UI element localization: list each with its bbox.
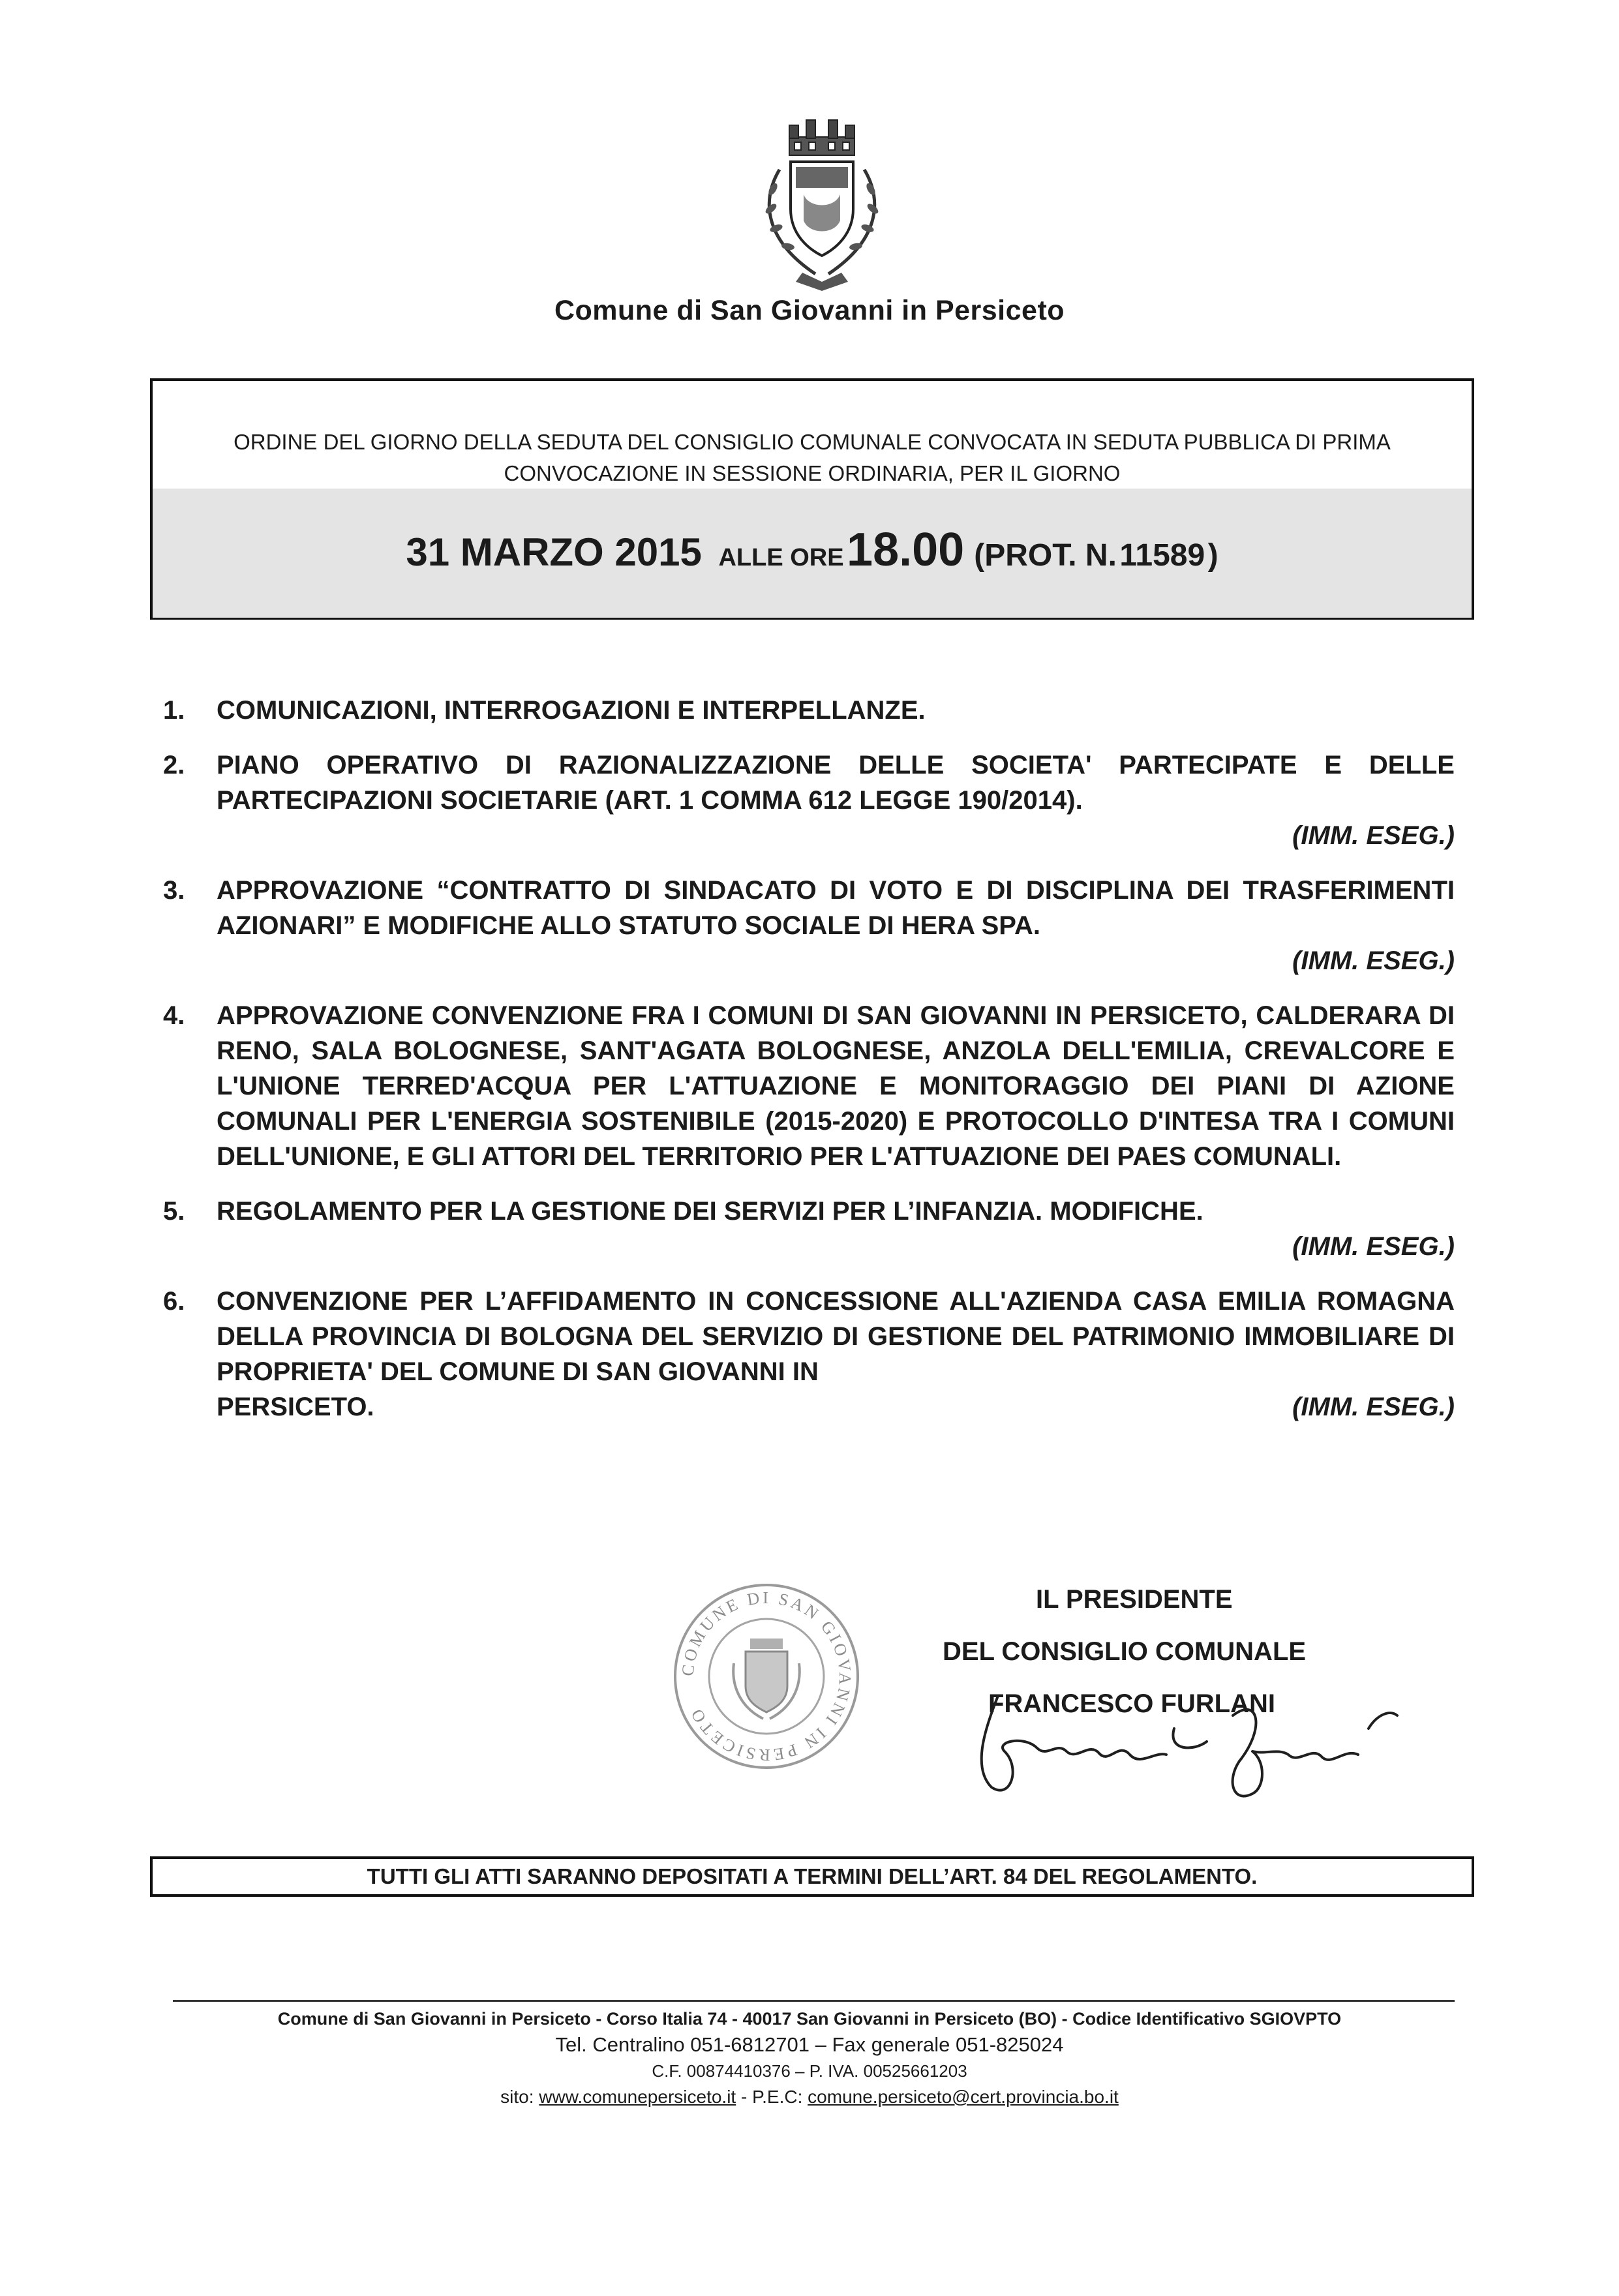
protocol-open: (PROT. N. (974, 538, 1117, 573)
item-last-line (217, 1389, 1455, 1425)
handwritten-signature-icon (959, 1689, 1402, 1807)
item-number: 6. (163, 1287, 185, 1316)
footer-divider (173, 2000, 1455, 2002)
item-text: COMUNICAZIONI, INTERROGAZIONI E INTERPELLANZE. (217, 696, 926, 725)
pec-label: - P.E.C: (736, 2087, 803, 2107)
council-title: DEL CONSIGLIO COMUNALE (943, 1637, 1307, 1666)
immediate-execution-tag: (IMM. ESEG.) (1292, 946, 1455, 975)
president-title: IL PRESIDENTE (1036, 1585, 1233, 1614)
protocol-number: 11589 (1119, 538, 1205, 573)
pec-link[interactable]: comune.persiceto@cert.provincia.bo.it (808, 2087, 1119, 2107)
item-text: CONVENZIONE PER L’AFFIDAMENTO IN CONCESSIONE ALL'AZIENDA CASA EMILIA ROMAGNA DELLA PROVINCIA DI BOLOGNA DEL SERVIZIO DI GESTIONE DEL PATRIMONIO IMMOBILIARE DI PROPRIETA' DEL COMUNE DI SAN GIOVANNI IN (217, 1287, 1455, 1386)
immediate-execution-tag: (IMM. ESEG.) (1292, 1232, 1455, 1261)
footer-tax-ids: C.F. 00874410376 – P. IVA. 00525661203 (652, 2061, 967, 2081)
municipal-crest-icon (744, 111, 900, 294)
agenda-items (163, 693, 1455, 1444)
institution-title: Comune di San Giovanni in Persiceto (554, 295, 1065, 326)
site-link[interactable]: www.comunepersiceto.it (539, 2087, 736, 2107)
official-seal-icon (669, 1578, 864, 1774)
agenda-item (163, 748, 1455, 853)
item-text-end: PERSICETO. (217, 1393, 374, 1421)
agenda-intro-line-2: CONVOCAZIONE IN SESSIONE ORDINARIA, PER IL GIORNO (504, 461, 1121, 485)
session-time: 18.00 (847, 524, 965, 576)
agenda-item (163, 693, 1455, 728)
agenda-item (163, 1284, 1455, 1425)
agenda-item (163, 998, 1455, 1174)
item-text: REGOLAMENTO PER LA GESTIONE DEI SERVIZI PER L’INFANZIA. MODIFICHE. (217, 1197, 1203, 1226)
session-date-line (153, 523, 1472, 577)
agenda-header-box (150, 378, 1474, 620)
footer (0, 2006, 1619, 2110)
item-number: 3. (163, 876, 185, 905)
site-label: sito: (500, 2087, 534, 2107)
immediate-execution-tag: (IMM. ESEG.) (1292, 1393, 1455, 1421)
footer-contacts (0, 2084, 1619, 2110)
at-label: ALLE ORE (718, 544, 844, 571)
item-text: APPROVAZIONE “CONTRATTO DI SINDACATO DI VOTO E DI DISCIPLINA DEI TRASFERIMENTI AZIONARI” E MODIFICHE ALLO STATUTO SOCIALE DI HERA SPA. (217, 876, 1455, 940)
agenda-intro (153, 427, 1472, 489)
item-number: 2. (163, 751, 185, 779)
item-number: 1. (163, 696, 185, 725)
item-text: PIANO OPERATIVO DI RAZIONALIZZAZIONE DELLE SOCIETA' PARTECIPATE E DELLE PARTECIPAZIONI SOCIETARIE (ART. 1 COMMA 612 LEGGE 190/2014). (217, 751, 1455, 815)
immediate-execution-tag: (IMM. ESEG.) (1292, 821, 1455, 850)
footer-address: Comune di San Giovanni in Persiceto - Corso Italia 74 - 40017 San Giovanni in Persiceto (BO) - Codice Identificativo SGIOVPTO (277, 2009, 1342, 2029)
item-number: 5. (163, 1197, 185, 1226)
seal-text: COMUNE DI SAN GIOVANNI IN PERSICETO (678, 1588, 855, 1765)
item-text: APPROVAZIONE CONVENZIONE FRA I COMUNI DI SAN GIOVANNI IN PERSICETO, CALDERARA DI RENO, SALA BOLOGNESE, SANT'AGATA BOLOGNESE, ANZOLA DELL'EMILIA, CREVALCORE E L'UNIONE TERRED'ACQUA PER L'ATTUAZIONE E MONITORAGGIO DEI PIANI DI AZIONE COMUNALI PER L'ENERGIA SOSTENIBILE (2015-2020) E PROTOCOLLO D'INTESA TRA I COMUNI DELL'UNIONE, E GLI ATTORI DEL TERRITORIO PER L'ATTUAZIONE DEI PAES COMUNALI. (217, 1001, 1455, 1171)
item-number: 4. (163, 1001, 185, 1030)
deposit-notice: TUTTI GLI ATTI SARANNO DEPOSITATI A TERMINI DELL’ART. 84 DEL REGOLAMENTO. (150, 1856, 1474, 1897)
protocol-close: ) (1207, 538, 1218, 573)
agenda-item (163, 873, 1455, 978)
agenda-intro-line-1: ORDINE DEL GIORNO DELLA SEDUTA DEL CONSIGLIO COMUNALE CONVOCATA IN SEDUTA PUBBLICA DI PRIMA (234, 430, 1391, 454)
session-date: 31 MARZO 2015 (406, 530, 702, 574)
president-name: FRANCESCO FURLANI (988, 1689, 1275, 1718)
footer-phone: Tel. Centralino 051-6812701 – Fax generale 051-825024 (555, 2033, 1064, 2056)
agenda-item (163, 1194, 1455, 1264)
